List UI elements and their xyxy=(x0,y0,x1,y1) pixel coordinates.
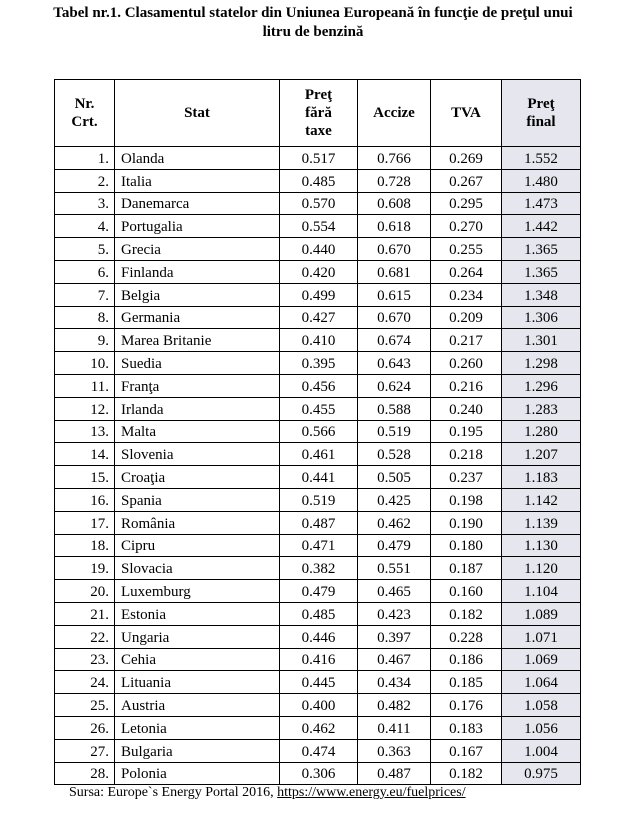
table-row xyxy=(55,147,581,170)
header-final-line2: final xyxy=(526,114,556,130)
cell-nr: 13. xyxy=(55,420,115,443)
cell-pret-fara-taxe: 0.487 xyxy=(280,511,358,534)
cell-tva: 0.187 xyxy=(431,557,502,580)
cell-pret-final: 1.283 xyxy=(502,397,581,420)
cell-tva: 0.255 xyxy=(431,238,502,261)
cell-pret-final: 1.058 xyxy=(502,694,581,717)
cell-pret-fara-taxe: 0.474 xyxy=(280,739,358,762)
cell-accize: 0.588 xyxy=(358,397,431,420)
header-final-line1: Preţ xyxy=(527,96,555,112)
cell-pret-fara-taxe: 0.485 xyxy=(280,602,358,625)
cell-pret-fara-taxe: 0.420 xyxy=(280,260,358,283)
cell-nr: 10. xyxy=(55,352,115,375)
cell-stat: Cehia xyxy=(115,648,280,671)
header-nr-line1: Nr. xyxy=(74,96,95,112)
cell-stat: Bulgaria xyxy=(115,739,280,762)
table-caption xyxy=(0,4,626,42)
cell-pret-fara-taxe: 0.456 xyxy=(280,374,358,397)
table-row xyxy=(55,215,581,238)
source-note xyxy=(69,784,466,802)
cell-tva: 0.190 xyxy=(431,511,502,534)
header-stat: Stat xyxy=(115,80,280,147)
cell-stat: Grecia xyxy=(115,238,280,261)
cell-accize: 0.505 xyxy=(358,466,431,489)
cell-stat: Croaţia xyxy=(115,466,280,489)
cell-tva: 0.217 xyxy=(431,329,502,352)
table-row xyxy=(55,694,581,717)
cell-accize: 0.425 xyxy=(358,488,431,511)
table-row xyxy=(55,192,581,215)
cell-tva: 0.167 xyxy=(431,739,502,762)
cell-accize: 0.519 xyxy=(358,420,431,443)
cell-pret-final: 1.142 xyxy=(502,488,581,511)
table-row xyxy=(55,648,581,671)
cell-accize: 0.551 xyxy=(358,557,431,580)
table-row xyxy=(55,397,581,420)
header-pret-fara-taxe xyxy=(280,80,358,147)
cell-stat: Austria xyxy=(115,694,280,717)
cell-nr: 7. xyxy=(55,283,115,306)
cell-pret-fara-taxe: 0.554 xyxy=(280,215,358,238)
cell-accize: 0.728 xyxy=(358,169,431,192)
cell-pret-fara-taxe: 0.400 xyxy=(280,694,358,717)
cell-pret-final: 1.139 xyxy=(502,511,581,534)
cell-tva: 0.228 xyxy=(431,625,502,648)
cell-pret-fara-taxe: 0.416 xyxy=(280,648,358,671)
source-prefix: Sursa: Europe`s Energy Portal 2016, xyxy=(69,785,278,800)
cell-tva: 0.269 xyxy=(431,147,502,170)
cell-pret-final: 1.480 xyxy=(502,169,581,192)
table-row xyxy=(55,466,581,489)
table-row xyxy=(55,329,581,352)
cell-nr: 2. xyxy=(55,169,115,192)
cell-stat: Irlanda xyxy=(115,397,280,420)
cell-pret-fara-taxe: 0.306 xyxy=(280,762,358,785)
cell-pret-fara-taxe: 0.446 xyxy=(280,625,358,648)
cell-pret-fara-taxe: 0.427 xyxy=(280,306,358,329)
cell-pret-fara-taxe: 0.566 xyxy=(280,420,358,443)
table-body xyxy=(55,147,581,785)
cell-nr: 28. xyxy=(55,762,115,785)
cell-pret-fara-taxe: 0.519 xyxy=(280,488,358,511)
cell-stat: Portugalia xyxy=(115,215,280,238)
cell-stat: Danemarca xyxy=(115,192,280,215)
cell-tva: 0.183 xyxy=(431,716,502,739)
table-row xyxy=(55,443,581,466)
cell-accize: 0.624 xyxy=(358,374,431,397)
cell-stat: Slovenia xyxy=(115,443,280,466)
table-row xyxy=(55,352,581,375)
cell-stat: Suedia xyxy=(115,352,280,375)
cell-nr: 19. xyxy=(55,557,115,580)
cell-nr: 8. xyxy=(55,306,115,329)
cell-pret-final: 1.442 xyxy=(502,215,581,238)
table-row xyxy=(55,488,581,511)
cell-stat: Lituania xyxy=(115,671,280,694)
cell-pret-final: 1.296 xyxy=(502,374,581,397)
cell-tva: 0.180 xyxy=(431,534,502,557)
header-nr-line2: Crt. xyxy=(71,114,98,130)
cell-accize: 0.411 xyxy=(358,716,431,739)
cell-nr: 4. xyxy=(55,215,115,238)
source-link[interactable]: https://www.energy.eu/fuelprices/ xyxy=(277,785,466,800)
cell-pret-fara-taxe: 0.479 xyxy=(280,580,358,603)
cell-tva: 0.234 xyxy=(431,283,502,306)
cell-accize: 0.608 xyxy=(358,192,431,215)
table-row xyxy=(55,534,581,557)
cell-accize: 0.423 xyxy=(358,602,431,625)
cell-stat: Marea Britanie xyxy=(115,329,280,352)
cell-pret-final: 1.120 xyxy=(502,557,581,580)
cell-pret-fara-taxe: 0.445 xyxy=(280,671,358,694)
cell-accize: 0.434 xyxy=(358,671,431,694)
cell-accize: 0.615 xyxy=(358,283,431,306)
cell-pret-final: 1.473 xyxy=(502,192,581,215)
cell-pret-fara-taxe: 0.485 xyxy=(280,169,358,192)
cell-pret-fara-taxe: 0.440 xyxy=(280,238,358,261)
table-row xyxy=(55,374,581,397)
cell-stat: Ungaria xyxy=(115,625,280,648)
cell-pret-final: 1.089 xyxy=(502,602,581,625)
table-row xyxy=(55,169,581,192)
cell-pret-fara-taxe: 0.471 xyxy=(280,534,358,557)
cell-nr: 15. xyxy=(55,466,115,489)
cell-tva: 0.264 xyxy=(431,260,502,283)
cell-accize: 0.618 xyxy=(358,215,431,238)
caption-line-1: Tabel nr.1. Clasamentul statelor din Uniunea Europeană în funcţie de preţul unui xyxy=(53,5,573,21)
header-pret-line1: Preţ xyxy=(304,87,333,103)
cell-stat: Franţa xyxy=(115,374,280,397)
cell-tva: 0.218 xyxy=(431,443,502,466)
cell-pret-fara-taxe: 0.395 xyxy=(280,352,358,375)
cell-accize: 0.670 xyxy=(358,306,431,329)
cell-accize: 0.482 xyxy=(358,694,431,717)
cell-accize: 0.487 xyxy=(358,762,431,785)
cell-nr: 6. xyxy=(55,260,115,283)
cell-pret-final: 1.071 xyxy=(502,625,581,648)
cell-stat: Malta xyxy=(115,420,280,443)
cell-pret-fara-taxe: 0.410 xyxy=(280,329,358,352)
cell-stat: Germania xyxy=(115,306,280,329)
cell-pret-final: 1.301 xyxy=(502,329,581,352)
table-row xyxy=(55,602,581,625)
cell-pret-final: 1.104 xyxy=(502,580,581,603)
cell-accize: 0.462 xyxy=(358,511,431,534)
cell-stat: Luxemburg xyxy=(115,580,280,603)
cell-pret-fara-taxe: 0.382 xyxy=(280,557,358,580)
cell-tva: 0.182 xyxy=(431,602,502,625)
cell-tva: 0.182 xyxy=(431,762,502,785)
cell-pret-final: 1.298 xyxy=(502,352,581,375)
cell-pret-fara-taxe: 0.461 xyxy=(280,443,358,466)
table-row xyxy=(55,671,581,694)
cell-stat: Belgia xyxy=(115,283,280,306)
cell-pret-final: 1.183 xyxy=(502,466,581,489)
cell-pret-fara-taxe: 0.499 xyxy=(280,283,358,306)
header-pret-line3: taxe xyxy=(305,123,332,139)
cell-stat: Letonia xyxy=(115,716,280,739)
cell-tva: 0.295 xyxy=(431,192,502,215)
cell-tva: 0.186 xyxy=(431,648,502,671)
cell-nr: 21. xyxy=(55,602,115,625)
cell-stat: Cipru xyxy=(115,534,280,557)
header-pret-line2: fără xyxy=(305,105,332,121)
cell-nr: 17. xyxy=(55,511,115,534)
cell-stat: Polonia xyxy=(115,762,280,785)
cell-pret-final: 1.069 xyxy=(502,648,581,671)
cell-tva: 0.160 xyxy=(431,580,502,603)
cell-nr: 22. xyxy=(55,625,115,648)
cell-stat: Spania xyxy=(115,488,280,511)
cell-nr: 24. xyxy=(55,671,115,694)
cell-accize: 0.528 xyxy=(358,443,431,466)
cell-pret-final: 1.130 xyxy=(502,534,581,557)
cell-nr: 14. xyxy=(55,443,115,466)
table-row xyxy=(55,238,581,261)
cell-nr: 9. xyxy=(55,329,115,352)
cell-accize: 0.643 xyxy=(358,352,431,375)
cell-pret-final: 1.552 xyxy=(502,147,581,170)
caption-line-2: litru de benzină xyxy=(262,24,364,40)
cell-pret-fara-taxe: 0.462 xyxy=(280,716,358,739)
cell-tva: 0.195 xyxy=(431,420,502,443)
table-row xyxy=(55,260,581,283)
cell-pret-final: 1.280 xyxy=(502,420,581,443)
cell-tva: 0.267 xyxy=(431,169,502,192)
cell-tva: 0.198 xyxy=(431,488,502,511)
cell-nr: 5. xyxy=(55,238,115,261)
cell-pret-final: 1.004 xyxy=(502,739,581,762)
table-row xyxy=(55,625,581,648)
cell-nr: 27. xyxy=(55,739,115,762)
cell-pret-final: 0.975 xyxy=(502,762,581,785)
cell-pret-final: 1.365 xyxy=(502,238,581,261)
header-tva: TVA xyxy=(431,80,502,147)
cell-tva: 0.260 xyxy=(431,352,502,375)
cell-stat: Finlanda xyxy=(115,260,280,283)
cell-accize: 0.670 xyxy=(358,238,431,261)
cell-tva: 0.237 xyxy=(431,466,502,489)
cell-tva: 0.216 xyxy=(431,374,502,397)
cell-tva: 0.209 xyxy=(431,306,502,329)
cell-accize: 0.397 xyxy=(358,625,431,648)
cell-stat: România xyxy=(115,511,280,534)
table-row xyxy=(55,557,581,580)
header-nr xyxy=(55,80,115,147)
cell-nr: 12. xyxy=(55,397,115,420)
table-row xyxy=(55,762,581,785)
cell-nr: 20. xyxy=(55,580,115,603)
cell-pret-final: 1.365 xyxy=(502,260,581,283)
cell-pret-final: 1.306 xyxy=(502,306,581,329)
table-row xyxy=(55,420,581,443)
cell-nr: 16. xyxy=(55,488,115,511)
cell-nr: 18. xyxy=(55,534,115,557)
cell-pret-final: 1.056 xyxy=(502,716,581,739)
cell-accize: 0.467 xyxy=(358,648,431,671)
cell-stat: Estonia xyxy=(115,602,280,625)
cell-accize: 0.674 xyxy=(358,329,431,352)
cell-accize: 0.766 xyxy=(358,147,431,170)
table-row xyxy=(55,580,581,603)
header-pret-final xyxy=(502,80,581,147)
fuel-price-table xyxy=(54,79,581,785)
cell-tva: 0.185 xyxy=(431,671,502,694)
table-row xyxy=(55,716,581,739)
table-header-row xyxy=(55,80,581,147)
cell-pret-fara-taxe: 0.517 xyxy=(280,147,358,170)
header-accize: Accize xyxy=(358,80,431,147)
cell-nr: 1. xyxy=(55,147,115,170)
cell-accize: 0.681 xyxy=(358,260,431,283)
cell-nr: 11. xyxy=(55,374,115,397)
cell-pret-final: 1.064 xyxy=(502,671,581,694)
cell-pret-fara-taxe: 0.570 xyxy=(280,192,358,215)
cell-pret-final: 1.348 xyxy=(502,283,581,306)
cell-stat: Slovacia xyxy=(115,557,280,580)
cell-nr: 3. xyxy=(55,192,115,215)
cell-tva: 0.176 xyxy=(431,694,502,717)
cell-pret-fara-taxe: 0.441 xyxy=(280,466,358,489)
cell-pret-fara-taxe: 0.455 xyxy=(280,397,358,420)
cell-tva: 0.240 xyxy=(431,397,502,420)
cell-stat: Italia xyxy=(115,169,280,192)
cell-tva: 0.270 xyxy=(431,215,502,238)
table-row xyxy=(55,283,581,306)
cell-stat: Olanda xyxy=(115,147,280,170)
cell-nr: 25. xyxy=(55,694,115,717)
cell-accize: 0.479 xyxy=(358,534,431,557)
table-row xyxy=(55,739,581,762)
table-row xyxy=(55,306,581,329)
cell-accize: 0.465 xyxy=(358,580,431,603)
cell-pret-final: 1.207 xyxy=(502,443,581,466)
cell-accize: 0.363 xyxy=(358,739,431,762)
cell-nr: 23. xyxy=(55,648,115,671)
table-row xyxy=(55,511,581,534)
cell-nr: 26. xyxy=(55,716,115,739)
